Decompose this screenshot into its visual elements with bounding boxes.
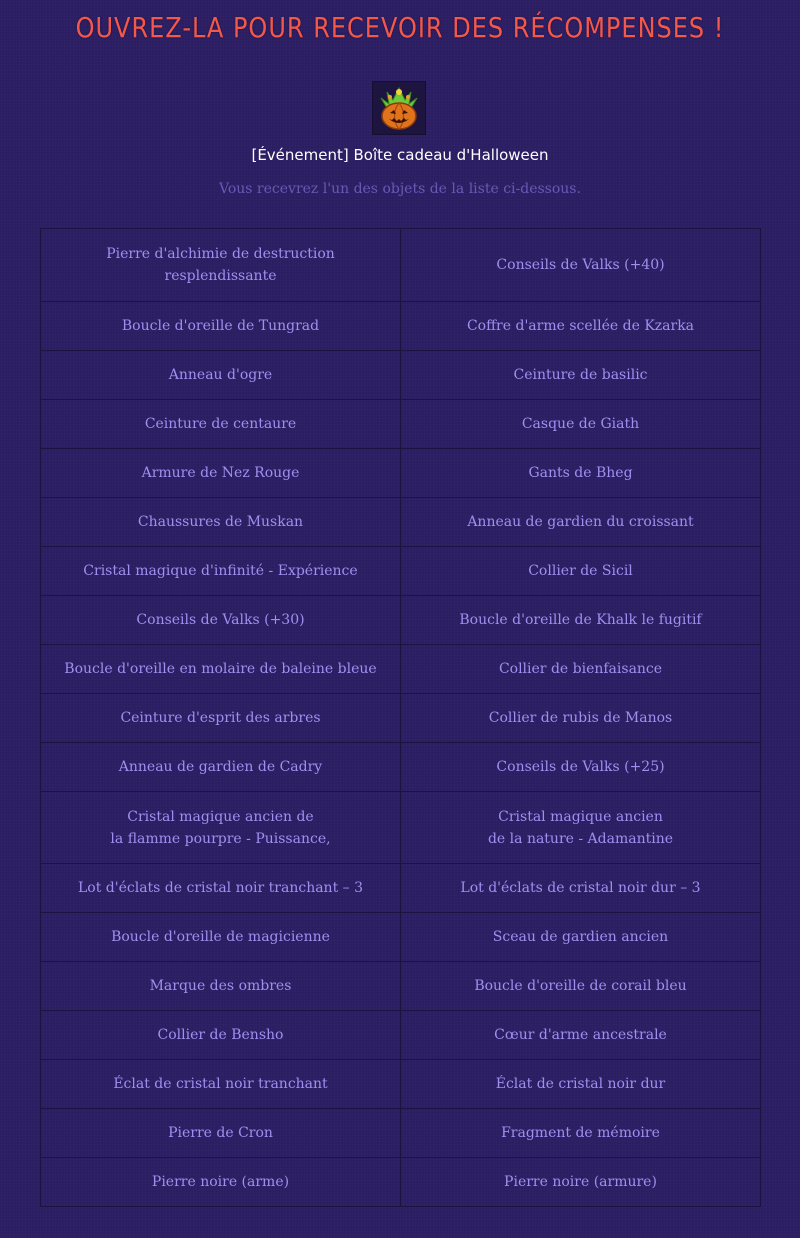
reward-name: Boucle d'oreille de magicienne [111,929,330,945]
table-row [41,547,761,596]
reward-cell [401,547,761,596]
reward-name: Pierre d'alchimie de destruction resplendissante [106,246,335,284]
table-row [41,864,761,913]
reward-name: Boucle d'oreille de corail bleu [474,978,687,994]
table-row [41,229,761,302]
reward-cell [41,645,401,694]
reward-name: Collier de Sicil [528,563,633,579]
table-row [41,645,761,694]
table-row [41,962,761,1011]
reward-cell [401,645,761,694]
reward-cell [41,694,401,743]
table-row [41,1109,761,1158]
reward-name: Éclat de cristal noir tranchant [113,1076,328,1092]
rewards-table [40,228,761,1207]
reward-cell [41,1158,401,1207]
reward-cell [41,351,401,400]
reward-cell [401,694,761,743]
reward-cell [401,400,761,449]
reward-name: Anneau d'ogre [168,367,273,383]
table-row [41,302,761,351]
reward-cell [41,302,401,351]
reward-cell [41,1060,401,1109]
reward-name: Cœur d'arme ancestrale [494,1027,667,1043]
reward-cell [401,864,761,913]
reward-name: Casque de Giath [521,416,640,432]
reward-cell [41,229,401,302]
reward-name: Pierre de Cron [168,1125,273,1141]
reward-cell [401,449,761,498]
reward-name: Conseils de Valks (+25) [496,759,665,775]
reward-cell [41,1109,401,1158]
reward-cell [401,1011,761,1060]
table-row [41,596,761,645]
reward-cell [401,351,761,400]
reward-cell [41,449,401,498]
table-row [41,351,761,400]
reward-name: Lot d'éclats de cristal noir dur – 3 [460,880,701,896]
reward-name: Gants de Bheg [528,465,633,481]
item-description: Vous recevrez l'un des objets de la liste ci-dessous. [219,181,581,197]
reward-cell [401,743,761,792]
reward-cell [41,913,401,962]
reward-name: Anneau de gardien du croissant [467,514,694,530]
reward-name: Collier de Bensho [157,1027,284,1043]
reward-name: Ceinture de centaure [144,416,297,432]
reward-cell [41,962,401,1011]
reward-name: Collier de bienfaisance [498,661,663,677]
reward-name: Boucle d'oreille de Tungrad [121,318,320,334]
reward-name: Ceinture de basilic [513,367,648,383]
table-row [41,913,761,962]
reward-name: Marque des ombres [149,978,292,994]
reward-cell [41,547,401,596]
pumpkin-gift-icon[interactable] [372,81,426,135]
reward-cell [401,962,761,1011]
table-row [41,1060,761,1109]
reward-cell [41,743,401,792]
reward-cell [41,498,401,547]
reward-cell [401,1060,761,1109]
reward-name: Conseils de Valks (+30) [136,612,305,628]
reward-name: Boucle d'oreille en molaire de baleine bleue [64,661,377,677]
reward-name: Éclat de cristal noir dur [495,1076,666,1092]
reward-name: Sceau de gardien ancien [492,929,669,945]
reward-name: Armure de Nez Rouge [141,465,300,481]
reward-cell [41,400,401,449]
reward-cell [41,596,401,645]
reward-name: Cristal magique ancien de la flamme pourpre - Puissance, [110,808,331,847]
reward-name: Fragment de mémoire [501,1125,660,1141]
reward-name: Pierre noire (armure) [504,1174,657,1190]
reward-name: Pierre noire (arme) [151,1174,290,1190]
reward-cell [41,792,401,864]
reward-name: Boucle d'oreille de Khalk le fugitif [459,612,702,628]
table-row [41,1011,761,1060]
reward-cell [41,864,401,913]
table-row [41,498,761,547]
table-row [41,449,761,498]
reward-cell [401,302,761,351]
reward-cell [401,229,761,302]
reward-cell [401,498,761,547]
reward-name: Lot d'éclats de cristal noir tranchant – 3 [77,880,364,896]
table-row [41,400,761,449]
reward-cell [401,1158,761,1207]
reward-name: Collier de rubis de Manos [488,710,673,726]
reward-name: Ceinture d'esprit des arbres [120,710,321,726]
reward-cell [401,1109,761,1158]
reward-cell [401,792,761,864]
reward-name: Conseils de Valks (+40) [496,257,665,273]
reward-name: Coffre d'arme scellée de Kzarka [466,318,695,334]
table-row [41,743,761,792]
page-title: OUVREZ-LA POUR RECEVOIR DES RÉCOMPENSES ! [75,11,725,45]
table-row [41,694,761,743]
item-name: [Événement] Boîte cadeau d'Halloween [251,146,549,164]
reward-cell [41,1011,401,1060]
reward-name: Cristal magique d'infinité - Expérience [83,563,358,579]
reward-cell [401,913,761,962]
table-row [41,792,761,864]
reward-name: Chaussures de Muskan [137,514,304,530]
reward-name: Cristal magique ancien de la nature - Adamantine [487,808,674,847]
reward-name: Anneau de gardien de Cadry [118,759,323,775]
reward-cell [401,596,761,645]
table-row [41,1158,761,1207]
